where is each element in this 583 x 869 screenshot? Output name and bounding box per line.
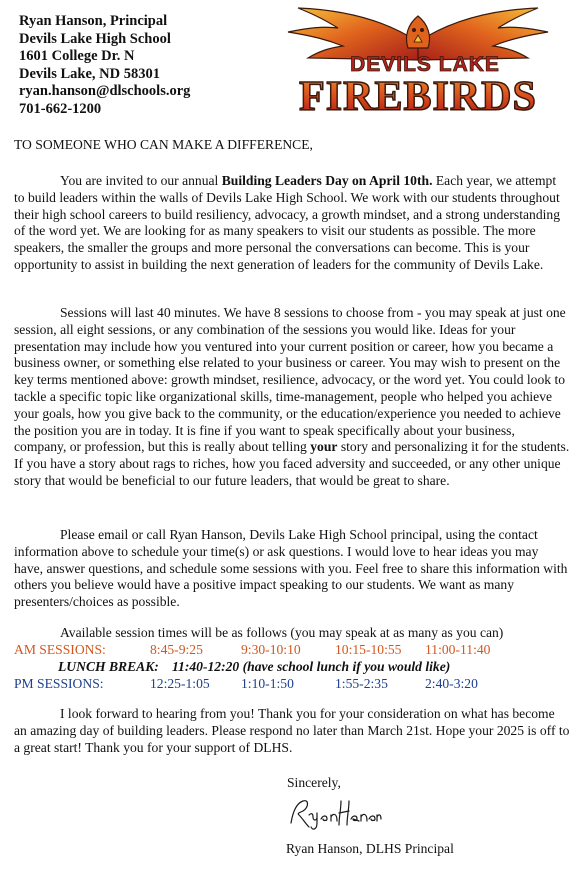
firebirds-logo (268, 2, 568, 120)
sender-name-title: Ryan Hanson, Principal (19, 13, 168, 29)
session-schedule (14, 624, 574, 692)
salutation: TO SOMEONE WHO CAN MAKE A DIFFERENCE, (14, 137, 313, 152)
paragraph-contact (14, 527, 570, 611)
paragraph-sessions-info (14, 305, 570, 490)
pm-sessions-row (14, 675, 574, 692)
pm-session-time: 2:40-3:20 (425, 676, 478, 691)
pm-session-time: 1:55-2:35 (335, 676, 388, 691)
sender-address-block (19, 13, 190, 118)
sessions-info-text-end: story and personalizing it for the students. If you have a story about rags to riches, how you faced adversity and succeeded, or any other unique story that would be beneficial to our future leaders, that would be great to share. (14, 439, 570, 488)
logo-firebirds-text: FIREBIRDS (299, 74, 537, 120)
paragraph-closing (14, 706, 570, 756)
sessions-intro-row (14, 624, 574, 641)
am-sessions-label: AM SESSIONS: (14, 642, 106, 657)
am-session-time: 8:45-9:25 (150, 642, 203, 657)
closing-paragraph-text: I look forward to hearing from you! Thank you for your consideration on what has become an amazing day of building leaders. Please respond no later than March 21st. Hope your 2025 is off to a great start! Thank you for your support of DLHS. (14, 706, 570, 755)
am-session-time: 9:30-10:10 (241, 642, 301, 657)
sender-school: Devils Lake High School (19, 30, 171, 47)
am-session-time: 11:00-11:40 (425, 642, 491, 657)
pm-sessions-label: PM SESSIONS: (14, 676, 104, 691)
lunch-break-label: LUNCH BREAK: (58, 659, 159, 674)
am-session-time: 10:15-10:55 (335, 642, 402, 657)
signer-name-title: Ryan Hanson, DLHS Principal (286, 841, 454, 856)
sender-street: 1601 College Dr. N (19, 48, 135, 64)
event-name-date: Building Leaders Day on April 10th. (221, 173, 433, 188)
logo-devils-lake-text: DEVILS LAKE (350, 53, 500, 76)
handwritten-signature (283, 793, 383, 833)
lunch-break-text: 11:40-12:20 (have school lunch if you would like) (172, 659, 451, 674)
pm-session-time: 1:10-1:50 (241, 676, 294, 691)
sender-city: Devils Lake, ND 58301 (19, 65, 160, 82)
invitation-text-start: You are invited to our annual (60, 173, 222, 188)
emphasis-your: your (310, 439, 338, 455)
closing-sincerely: Sincerely, (287, 775, 341, 790)
lunch-break-row (14, 658, 574, 675)
sessions-intro: Available session times will be as follows (you may speak at as many as you can) (60, 625, 504, 640)
paragraph-invitation (14, 173, 570, 274)
sender-phone: 701-662-1200 (19, 100, 102, 117)
am-sessions-row (14, 641, 574, 658)
sender-email: ryan.hanson@dlschools.org (19, 83, 191, 99)
sessions-info-text-start: Sessions will last 40 minutes. We have 8 sessions to choose from - you may speak at just one session, all eight sessions, or any combination of the sessions you would like. Ideas for your presentation may include how you ventured into your current position or career, how you became a business owner, or something else related to your business or career. You may wish to present on the key terms mentioned above: growth mindset, resilience, advocacy, or the word yet. You could look to tackle a specific topic like organizational skills, time-management, people who helped you achieve your goals, how you give back to the community, or the education/experience you needed to achieve the position you are in today. It is fine if you want to speak specifically about your business, company, or profession, but this is really about telling (14, 305, 566, 455)
pm-session-time: 12:25-1:05 (150, 676, 210, 691)
invitation-text-end: Each year, we attempt to build leaders within the walls of Devils Lake High School. We work with our students throughout their high school careers to build resiliency, advocacy, a growth mindset, and a strong understanding of the word yet. We are looking for as many speakers to visit our students as possible. The more speakers, the smaller the groups and more personal the conversations can become. This is your opportunity to assist in building the next generation of leaders for the community of Devils Lake. (14, 173, 560, 272)
contact-text: Please email or call Ryan Hanson, Devils Lake High School principal, using the contact information above to schedule your time(s) or ask questions. I would love to hear ideas you may have, answer questions, and schedule some sessions with you. Feel free to share this information with others you believe would have a positive impact speaking to our students. We want as many presenters/choices as possible. (14, 527, 568, 610)
